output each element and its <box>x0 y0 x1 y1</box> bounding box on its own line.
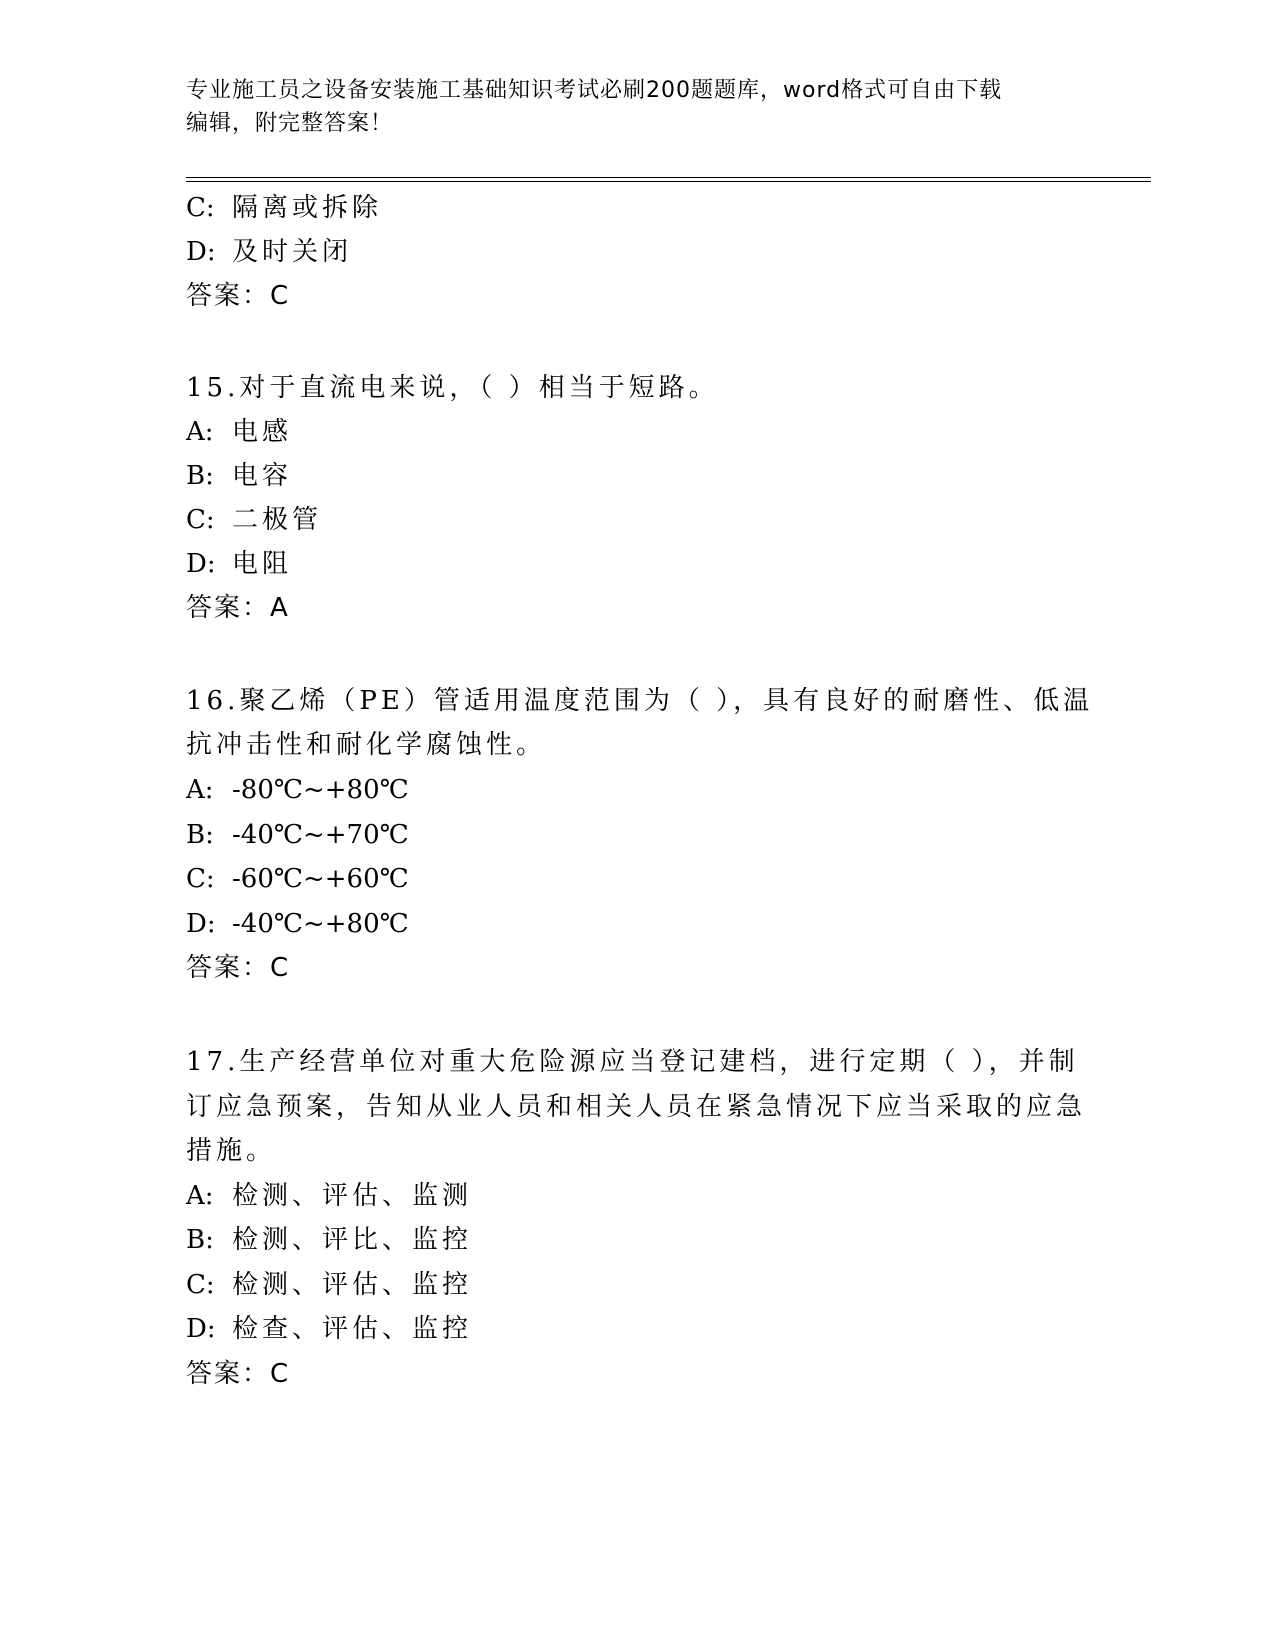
option-label: C: <box>186 505 215 535</box>
option-text: 检查、评估、监控 <box>232 1314 473 1344</box>
option-label: C: <box>186 193 215 223</box>
q17-option-b <box>186 1225 472 1255</box>
option-label: D: <box>186 1314 216 1344</box>
option-label: D: <box>186 237 216 267</box>
q15-option-a <box>186 417 292 447</box>
option-text: -40℃~+80℃ <box>232 909 409 939</box>
header-line-1: 专业施工员之设备安装施工基础知识考试必刷200题题库，word格式可自由下载 <box>186 78 1003 103</box>
q15-option-b <box>186 461 292 491</box>
option-label: D: <box>186 909 216 939</box>
q16-option-b <box>186 820 409 850</box>
option-label: B: <box>186 461 214 491</box>
option-text: 二极管 <box>232 505 323 535</box>
q17-option-d <box>186 1314 472 1344</box>
q17-option-a <box>186 1181 472 1211</box>
q17-option-c <box>186 1270 472 1300</box>
q16-option-c <box>186 864 409 894</box>
option-label: A: <box>186 1181 214 1211</box>
q17-answer: 答案：C <box>186 1359 291 1389</box>
header-line-2: 编辑，附完整答案！ <box>186 111 394 136</box>
q15-answer: 答案：A <box>186 593 290 623</box>
q16-stem-line-1: 16.聚乙烯（PE）管适用温度范围为（ ），具有良好的耐磨性、低温 <box>186 686 1094 716</box>
document-header <box>186 74 1086 140</box>
q14-answer: 答案：C <box>186 281 291 311</box>
q16-option-a <box>186 775 409 805</box>
q15-stem: 15.对于直流电来说，（ ）相当于短路。 <box>186 373 719 403</box>
option-text: 电感 <box>232 417 293 447</box>
option-label: A: <box>186 417 214 447</box>
option-label: B: <box>186 820 214 850</box>
q16-stem-line-2: 抗冲击性和耐化学腐蚀性。 <box>186 730 547 760</box>
header-divider-top <box>186 177 1151 178</box>
option-text: 检测、评估、监测 <box>232 1181 473 1211</box>
option-label: A: <box>186 775 214 805</box>
q17-stem-line-3: 措施。 <box>186 1136 277 1166</box>
option-text: 及时关闭 <box>232 237 353 267</box>
option-text: 检测、评估、监控 <box>232 1270 473 1300</box>
option-label: D: <box>186 549 216 579</box>
option-text: 检测、评比、监控 <box>232 1225 473 1255</box>
option-text: 电阻 <box>232 549 293 579</box>
option-text: -80℃~+80℃ <box>232 775 409 805</box>
option-text: 隔离或拆除 <box>232 193 383 223</box>
option-text: -40℃~+70℃ <box>232 820 409 850</box>
option-text: 电容 <box>232 461 293 491</box>
option-label: C: <box>186 864 215 894</box>
q14-option-d <box>186 237 352 267</box>
q15-option-c <box>186 505 322 535</box>
option-label: B: <box>186 1225 214 1255</box>
q16-answer: 答案：C <box>186 953 291 983</box>
header-divider-bottom <box>186 181 1151 182</box>
q14-option-c <box>186 193 382 223</box>
q17-stem-line-1: 17.生产经营单位对重大危险源应当登记建档，进行定期（ ），并制 <box>186 1047 1079 1077</box>
q15-option-d <box>186 549 292 579</box>
q17-stem-line-2: 订应急预案，告知从业人员和相关人员在紧急情况下应当采取的应急 <box>186 1092 1087 1122</box>
option-label: C: <box>186 1270 215 1300</box>
option-text: -60℃~+60℃ <box>232 864 409 894</box>
q16-option-d <box>186 909 409 939</box>
